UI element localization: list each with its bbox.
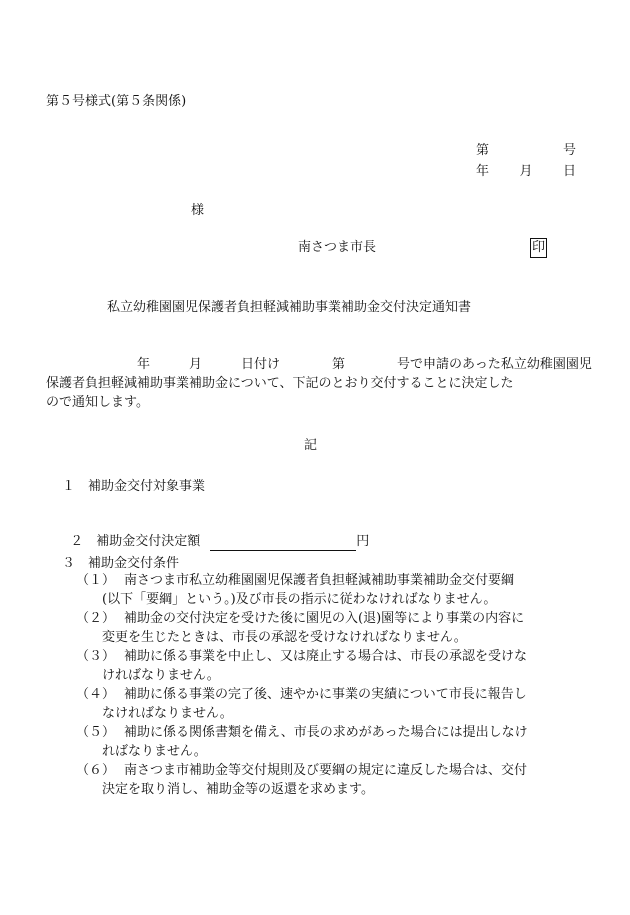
addressee: 様 bbox=[191, 203, 205, 218]
document-title: 私立幼稚園園児保護者負担軽減補助事業補助金交付決定通知書 bbox=[107, 300, 472, 315]
body-paragraph bbox=[46, 357, 592, 414]
condition-text: 補助金の交付決定を受けた後に園児の入(退)園等により事業の内容に bbox=[124, 611, 525, 626]
seal-stamp: 印 bbox=[530, 238, 547, 258]
date-month: 月 bbox=[519, 164, 533, 179]
condition-text: 南さつま市補助金等交付規則及び要綱の規定に違反した場合は、交付 bbox=[124, 763, 528, 778]
grant-amount-label: ２ 補助金交付決定額 bbox=[70, 533, 201, 549]
condition-number: （４） bbox=[76, 687, 116, 702]
condition-item bbox=[76, 649, 586, 687]
condition-text-cont: (以下「要綱」という。)及び市長の指示に従わなければなりません。 bbox=[102, 592, 497, 607]
condition-text-cont: 決定を取り消し、補助金等の返還を求めます。 bbox=[102, 782, 374, 797]
document-number-prefix: 第 bbox=[476, 143, 490, 158]
item-target-project: １ 補助金交付対象事業 bbox=[62, 479, 206, 494]
conditions-list bbox=[76, 573, 586, 801]
condition-number: （６） bbox=[76, 763, 116, 778]
body-line: 年 月 日付け 第 号で申請のあった私立幼稚園園児 bbox=[46, 357, 592, 372]
grant-amount-blank bbox=[210, 536, 356, 551]
condition-item bbox=[76, 725, 586, 763]
condition-text: 補助に係る事業を中止し、又は廃止する場合は、市長の承認を受けな bbox=[124, 649, 528, 664]
condition-item bbox=[76, 573, 586, 611]
condition-text: 補助に係る関係書類を備え、市長の求めがあった場合には提出しなけ bbox=[124, 725, 528, 740]
condition-item bbox=[76, 763, 586, 801]
ki-heading: 記 bbox=[304, 438, 318, 453]
document-number-suffix: 号 bbox=[562, 143, 576, 158]
condition-text-cont: なければなりません。 bbox=[102, 706, 233, 721]
item-grant-amount bbox=[62, 517, 369, 551]
condition-item bbox=[76, 687, 586, 725]
body-line: 保護者負担軽減補助事業補助金について、下記のとおり交付することに決定した bbox=[46, 376, 514, 391]
condition-text: 補助に係る事業の完了後、速やかに事業の実績について市長に報告し bbox=[124, 687, 527, 702]
condition-number: （２） bbox=[76, 611, 116, 626]
condition-number: （５） bbox=[76, 725, 116, 740]
condition-number: （３） bbox=[76, 649, 116, 664]
date-day: 日 bbox=[562, 164, 576, 179]
condition-item bbox=[76, 611, 586, 649]
condition-number: （１） bbox=[76, 573, 116, 588]
condition-text-cont: 変更を生じたときは、市長の承認を受けなければなりません。 bbox=[102, 630, 467, 645]
condition-text-cont: ればなりません。 bbox=[102, 744, 207, 759]
condition-text: 南さつま市私立幼稚園園児保護者負担軽減補助事業補助金交付要綱 bbox=[124, 573, 515, 588]
sender: 南さつま市長 bbox=[298, 240, 377, 255]
document-number bbox=[476, 143, 576, 160]
grant-amount-unit: 円 bbox=[356, 533, 370, 549]
item-grant-conditions: ３ 補助金交付条件 bbox=[62, 556, 180, 571]
body-line: ので通知します。 bbox=[46, 395, 149, 410]
date-year: 年 bbox=[476, 164, 490, 179]
form-label: 第５号様式(第５条関係) bbox=[46, 94, 187, 109]
condition-text-cont: ければなりません。 bbox=[102, 668, 220, 683]
document-date bbox=[476, 164, 576, 181]
